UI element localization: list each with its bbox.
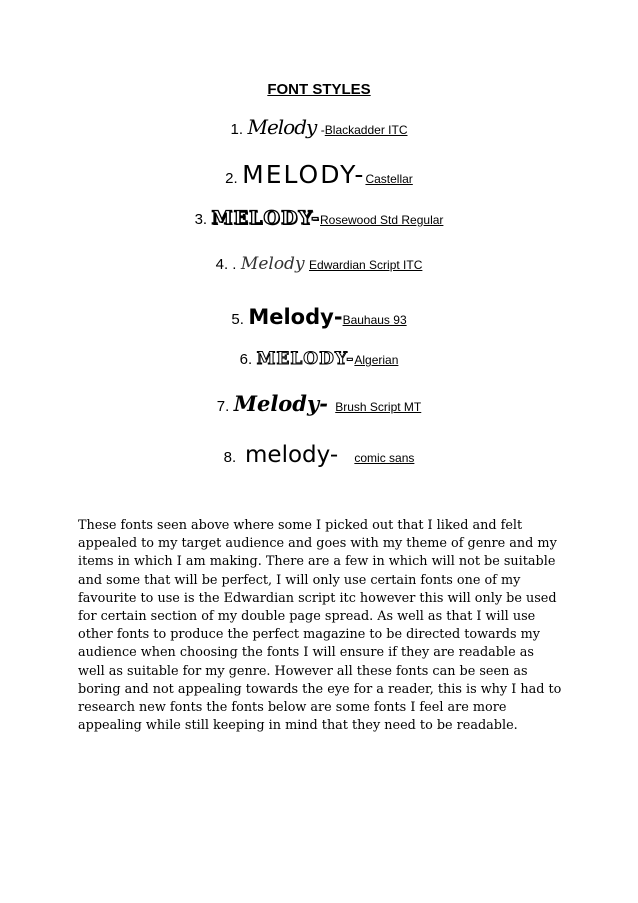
font-name: comic sans [354, 451, 415, 465]
font-name: Rosewood Std Regular [320, 213, 444, 227]
font-sample: melody [245, 442, 330, 468]
font-name: Algerian [354, 353, 399, 367]
font-item-5 [0, 305, 638, 329]
item-number: 6. [239, 351, 253, 368]
separator: - [311, 207, 320, 229]
font-name: Edwardian Script ITC [309, 258, 423, 272]
separator: - [346, 349, 355, 369]
separator: - [319, 391, 336, 416]
font-sample: MELODY [242, 160, 355, 189]
separator: - [329, 442, 346, 468]
font-item-8 [0, 442, 638, 468]
font-name: Castellar [365, 172, 413, 186]
item-number: 8. [223, 449, 237, 466]
font-sample: Melody [248, 305, 334, 329]
font-item-6 [0, 349, 638, 369]
font-name: Blackadder ITC [324, 123, 408, 137]
font-name: Bauhaus 93 [342, 313, 407, 327]
font-item-3 [0, 207, 638, 229]
font-sample: MELODY [211, 207, 312, 229]
font-sample: Melody [233, 391, 320, 416]
page-title: FONT STYLES [267, 81, 371, 98]
item-number: 1. [230, 121, 244, 138]
font-item-4 [0, 254, 638, 274]
body-paragraph: These fonts seen above where some I picked out that I liked and felt appealed to my target audience and goes with my theme of genre and my items in which I am making. There are a few in which will not be suitable and some that will be perfect, I will only use certain fonts one of my favourite to use is the Edwardian script itc however this will only be used for certain section of my double page spread. As well as that I will use other fonts to produce the perfect magazine to be directed towards my audience when choosing the fonts I will ensure if they are readable as well as suitable for my genre. However all these fonts can be seen as boring and not appealing towards the eye for a reader, this is why I had to research new fonts the fonts below are some fonts I feel are more appealing while still keeping in mind that they need to be readable. [78, 518, 562, 734]
font-item-2 [0, 160, 638, 189]
item-number: 3. [194, 211, 208, 228]
separator: - [354, 160, 366, 189]
item-number: 4. . [215, 256, 237, 273]
font-sample: Melody [247, 115, 317, 139]
font-sample: MELODY [256, 349, 347, 369]
font-item-1 [0, 115, 638, 139]
item-number: 5. [231, 311, 244, 328]
separator: - [333, 305, 343, 329]
item-number: 2. [225, 170, 238, 187]
font-name: Brush Script MT [335, 400, 422, 414]
item-number: 7. [216, 398, 230, 415]
separator: - [320, 123, 325, 137]
font-item-7 [0, 391, 638, 416]
font-sample: Melody [240, 254, 305, 274]
